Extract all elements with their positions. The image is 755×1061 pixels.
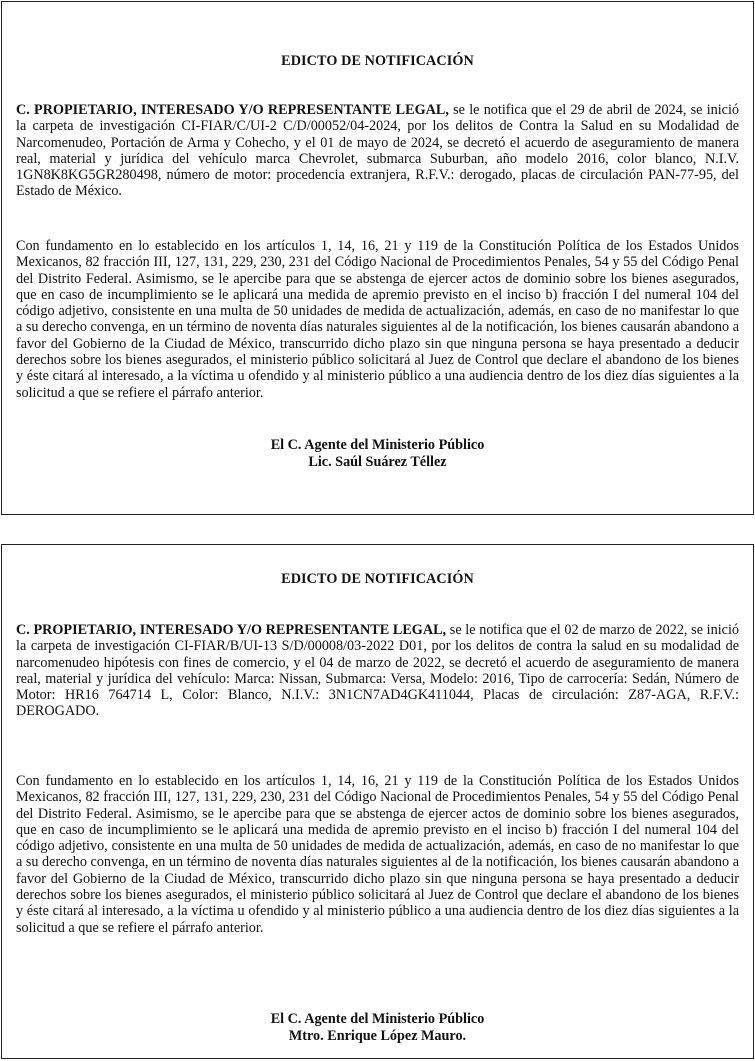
signature-role: El C. Agente del Ministerio Público xyxy=(270,1011,485,1027)
edict-title: EDICTO DE NOTIFICACIÓN xyxy=(281,53,474,69)
addressee: C. PROPIETARIO, INTERESADO Y/O REPRESENTANTE LEGAL, xyxy=(16,102,449,118)
signature-block xyxy=(2,437,753,471)
addressee: C. PROPIETARIO, INTERESADO Y/O REPRESENTANTE LEGAL, xyxy=(16,622,447,638)
notification-text: se le notifica que el 02 de marzo de 2022, se inició la carpeta de investigación CI-FIAR/B/UI-13 S/D/00008/03-2022 D01, por los delitos de contra la salud en su modalidad de narcomenudeo hipótesis con fines de comercio, y el 04 de marzo de 2022, se decretó el acuerdo de aseguramiento de manera real, material y jurídica del vehículo: Marca: Nissan, Submarca: Versa, Modelo: 2016, Tipo de carrocería: Sedán, Número de Motor: HR16 764714 L, Color: Blanco, N.I.V.: 3N1CN7AD4GK411044, Placas de circulación: Z87-AGA, R.F.V.: DEROGADO. xyxy=(16,622,739,720)
signature-name: Mtro. Enrique López Mauro. xyxy=(288,1028,467,1044)
edict-title: EDICTO DE NOTIFICACIÓN xyxy=(281,571,474,587)
edict-notice-2 xyxy=(1,544,754,1059)
signature-role: El C. Agente del Ministerio Público xyxy=(270,437,485,453)
signature-name: Lic. Saúl Suárez Téllez xyxy=(308,454,447,470)
legal-basis-paragraph: Con fundamento en lo establecido en los artículos 1, 14, 16, 21 y 119 de la Constitución Política de los Estados Unidos Mexicanos, 82 fracción III, 127, 131, 229, 230, 231 del Código Nacional de Procedimientos Penales, 54 y 55 del Código Penal del Distrito Federal. Asimismo, se le apercibe para que se abstenga de ejercer actos de dominio sobre los bienes asegurados, que en caso de incumplimiento se le aplicará una medida de apremio previsto en el inciso b) fracción I del numeral 104 del código adjetivo, consistente en una multa de 50 unidades de medida de actualización, además, en caso de no manifestar lo que a su derecho convenga, en un término de noventa días naturales siguientes al de la notificación, los bienes causarán abandono a favor del Gobierno de la Ciudad de México, transcurrido dicho plazo sin que ninguna persona se haya presentado a deducir derechos sobre los bienes asegurados, el ministerio público solicitará al Juez de Control que declare el abandono de los bienes y éste citará al interesado, a la víctima u ofendido y al ministerio público a una audiencia dentro de los diez días siguientes a la solicitud a que se refiere el párrafo anterior. xyxy=(16,238,739,401)
notification-paragraph xyxy=(16,102,739,200)
legal-basis-paragraph: Con fundamento en lo establecido en los artículos 1, 14, 16, 21 y 119 de la Constitución Política de los Estados Unidos Mexicanos, 82 fracción III, 127, 131, 229, 230, 231 del Código Nacional de Procedimientos Penales, 54 y 55 del Código Penal del Distrito Federal. Asimismo, se le apercibe para que se abstenga de ejercer actos de dominio sobre los bienes asegurados, que en caso de incumplimiento se le aplicará una medida de apremio previsto en el inciso b) fracción I del numeral 104 del código adjetivo, consistente en una multa de 50 unidades de medida de actualización, además, en caso de no manifestar lo que a su derecho convenga, en un término de noventa días naturales siguientes al de la notificación, los bienes causarán abandono a favor del Gobierno de la Ciudad de México, transcurrido dicho plazo sin que ninguna persona se haya presentado a deducir derechos sobre los bienes asegurados, el ministerio público solicitará al Juez de Control que declare el abandono de los bienes y éste citará al interesado, a la víctima u ofendido y al ministerio público a una audiencia dentro de los diez días siguientes a la solicitud a que se refiere el párrafo anterior. xyxy=(16,773,739,936)
edict-notice-1 xyxy=(1,1,754,515)
notification-paragraph xyxy=(16,622,739,720)
notification-text: se le notifica que el 29 de abril de 2024, se inició la carpeta de investigación CI-FIAR/C/UI-2 C/D/00052/04-2024, por los delitos de Contra la Salud en su Modalidad de Narcomenudeo, Portación de Arma y Cohecho, y el 01 de mayo de 2024, se decretó el acuerdo de aseguramiento de manera real, material y jurídica del vehículo marca Chevrolet, submarca Suburban, año modelo 2016, color blanco, N.I.V. 1GN8K8KG5GR280498, número de motor: procedencia extranjera, R.F.V.: derogado, placas de circulación PAN-77-95, del Estado de México. xyxy=(16,102,739,200)
signature-block xyxy=(2,1011,753,1045)
